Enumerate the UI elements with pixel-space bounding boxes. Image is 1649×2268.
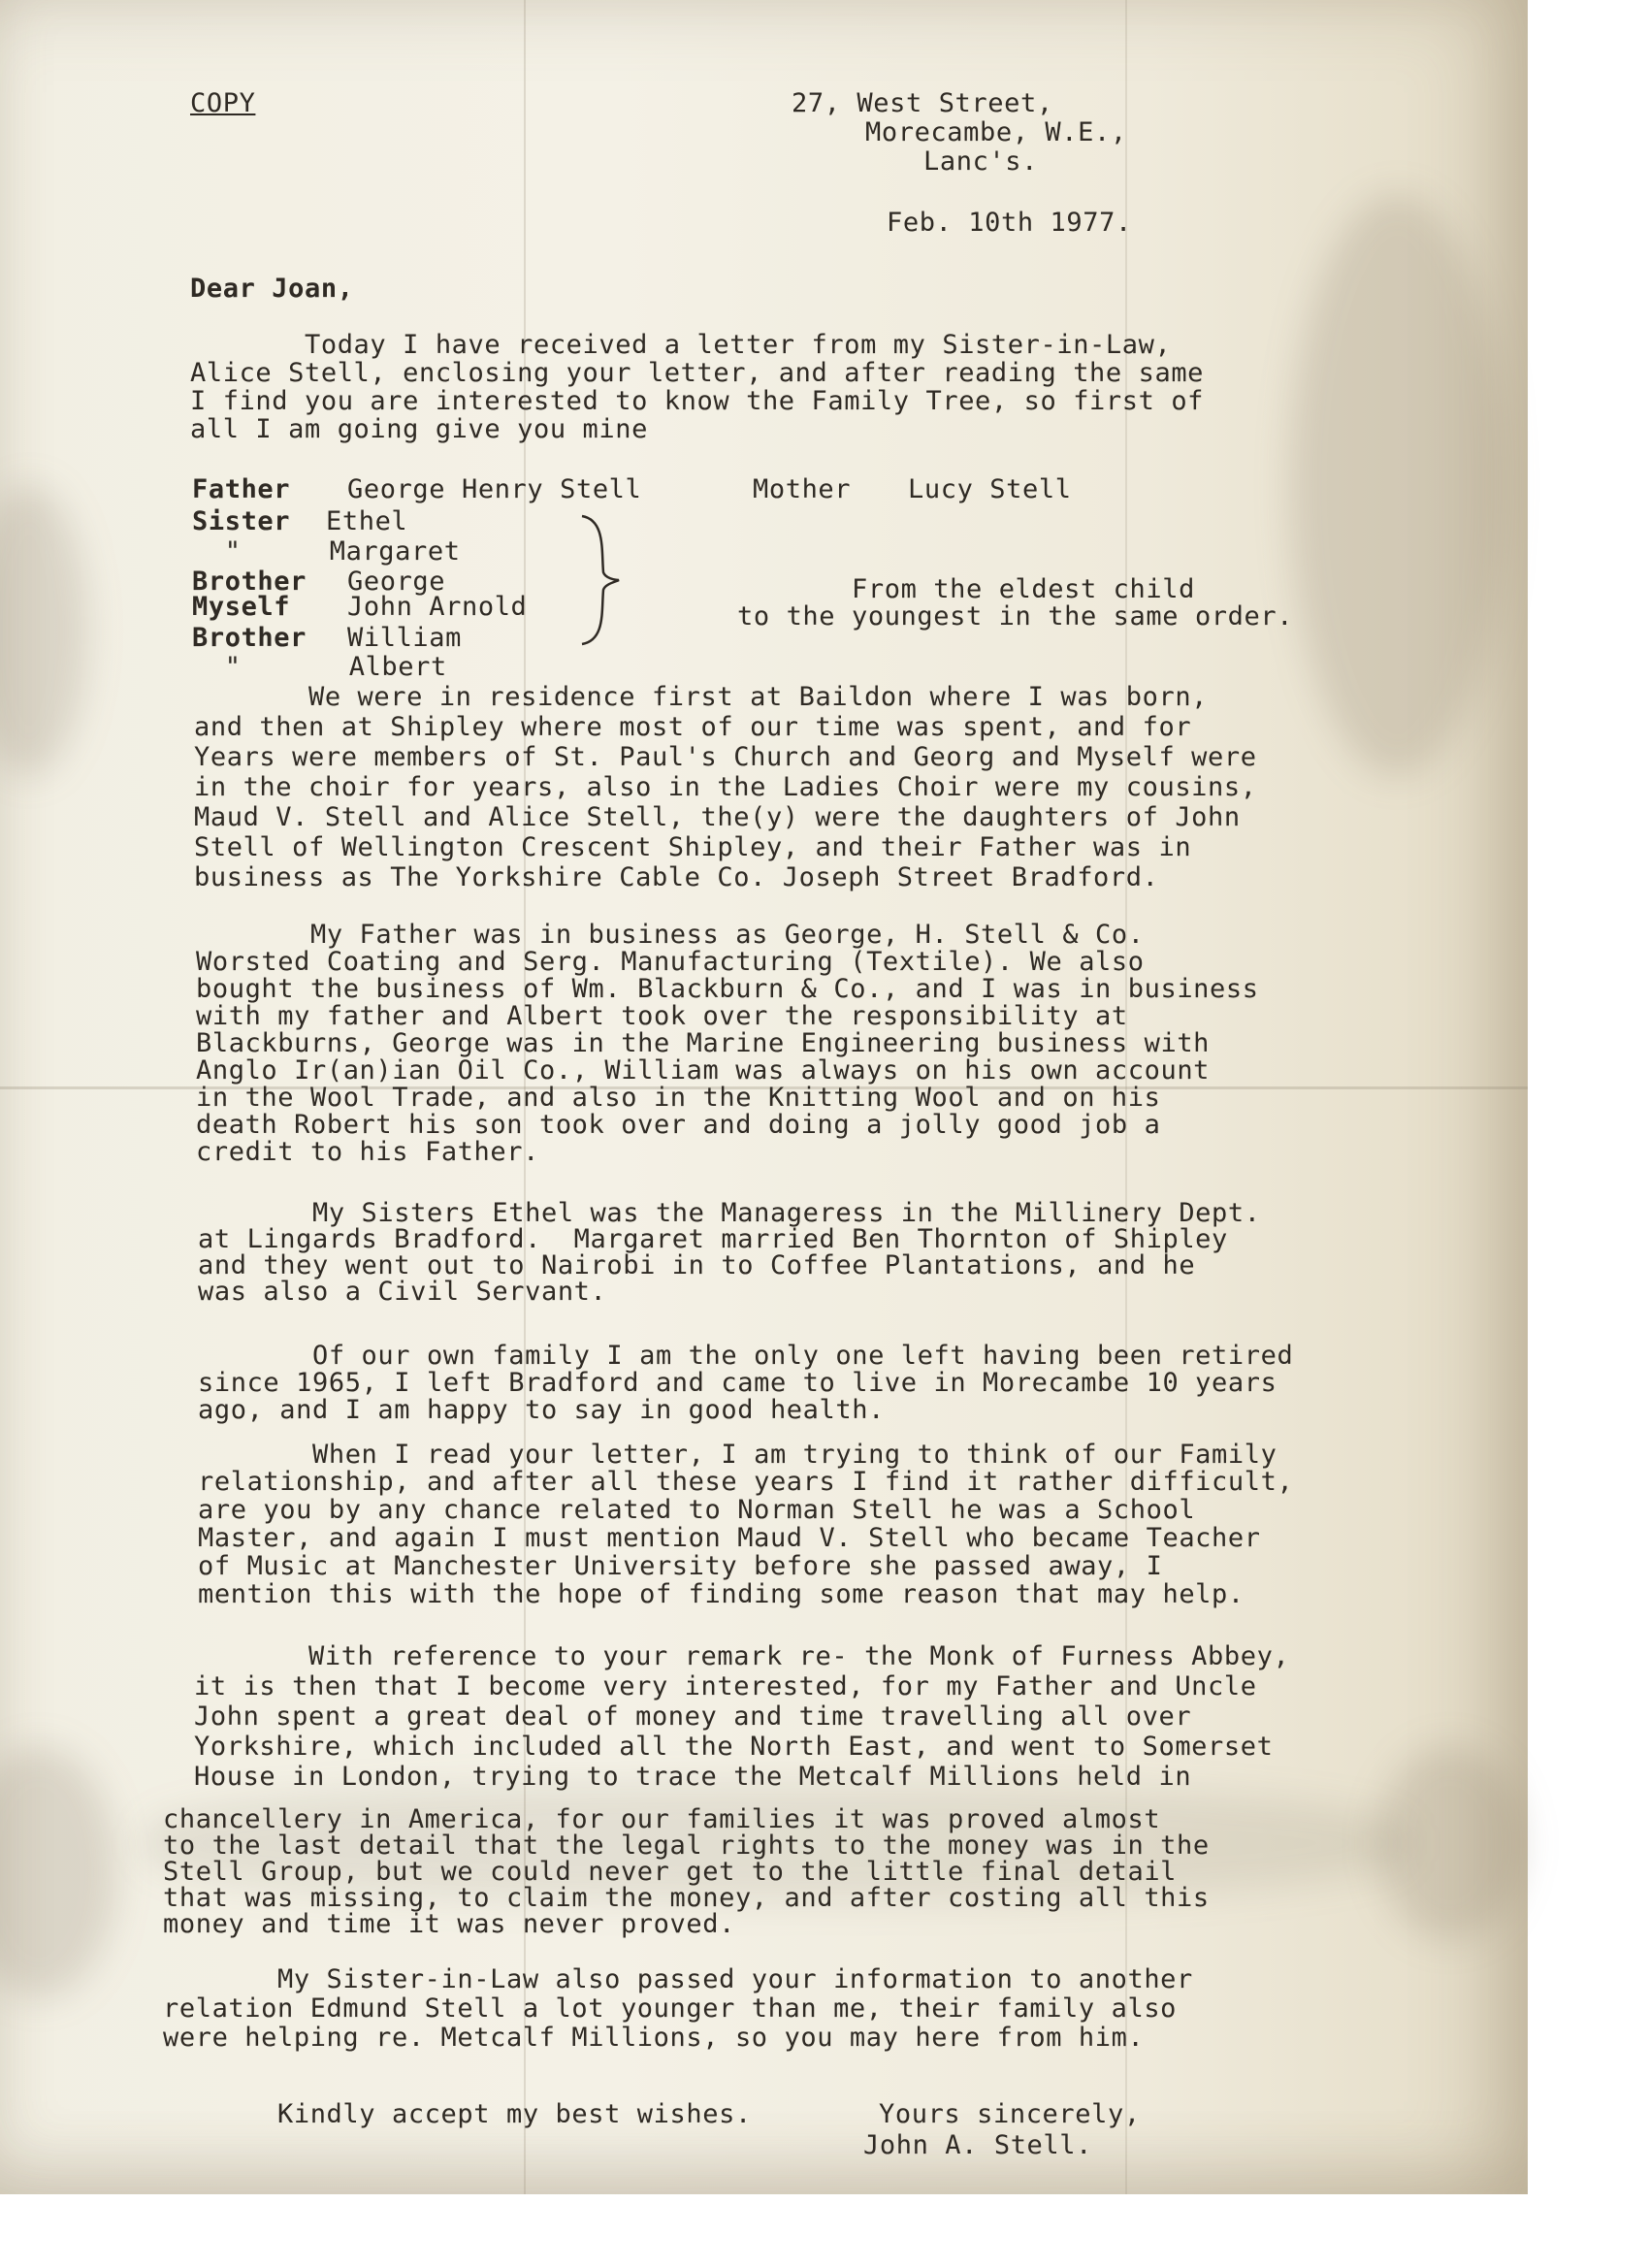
text-line: Master, and again I must mention Maud V. Stell who became Teacher	[198, 1523, 1261, 1553]
text-line: and they went out to Nairobi in to Coffee Plantations, and he	[198, 1250, 1196, 1280]
text-line: and then at Shipley where most of our time was spent, and for	[194, 712, 1192, 742]
letter-date: Feb. 10th 1977.	[887, 208, 1132, 238]
text-line: relationship, and after all these years I find it rather difficult,	[198, 1467, 1294, 1497]
text-line: Blackburns, George was in the Marine Engineering business with	[196, 1028, 1211, 1058]
family-relation: Myself	[192, 592, 291, 622]
text-line: mention this with the hope of finding some reason that may help.	[198, 1579, 1245, 1609]
text-line: were helping re. Metcalf Millions, so you may here from him.	[163, 2023, 1145, 2053]
copy-label: COPY	[190, 88, 256, 118]
text-line: all I am going give you mine	[190, 414, 648, 444]
text-line: Worsted Coating and Serg. Manufacturing (Textile). We also	[196, 947, 1145, 977]
family-note-line-2: to the youngest in the same order.	[737, 601, 1294, 632]
text-line: since 1965, I left Bradford and came to live in Morecambe 10 years	[198, 1368, 1277, 1398]
text-line: relation Edmund Stell a lot younger than me, their family also	[163, 1993, 1178, 2024]
text-line: are you by any chance related to Norman Stell he was a School	[198, 1495, 1196, 1525]
text-line: When I read your letter, I am trying to think of our Family	[198, 1440, 1277, 1470]
family-note-line-1: From the eldest child	[852, 574, 1195, 604]
text-line: Anglo Ir(an)ian Oil Co., William was always on his own account	[196, 1055, 1211, 1085]
text-line: business as The Yorkshire Cable Co. Joseph Street Bradford.	[194, 862, 1159, 892]
family-member: William	[347, 623, 462, 653]
text-line: with my father and Albert took over the responsibility at	[196, 1001, 1128, 1031]
family-relation: "	[192, 536, 242, 567]
text-line: Stell Group, but we could never get to the little final detail	[163, 1857, 1178, 1887]
family-relation: Brother	[192, 567, 307, 597]
address-line-3: Lanc's.	[923, 146, 1038, 177]
text-line: Of our own family I am the only one left having been retired	[198, 1341, 1294, 1371]
closing-line: Kindly accept my best wishes.	[163, 2099, 752, 2129]
text-line: My Sisters Ethel was the Manageress in the Millinery Dept.	[198, 1198, 1261, 1228]
text-line: Alice Stell, enclosing your letter, and after reading the same	[190, 358, 1205, 388]
family-member: Ethel	[326, 506, 408, 536]
text-line: death Robert his son took over and doing a jolly good job a	[196, 1110, 1161, 1140]
father-label: Father	[192, 474, 291, 504]
stain-left-middle	[0, 1746, 116, 1998]
sign-off: Yours sincerely,	[879, 2099, 1141, 2129]
address-line-1: 27, West Street,	[792, 88, 1053, 118]
text-line: bought the business of Wm. Blackburn & Co., and I was in business	[196, 974, 1259, 1004]
address-line-2: Morecambe, W.E.,	[865, 117, 1127, 147]
text-line: John spent a great deal of money and time travelling all over	[194, 1701, 1192, 1732]
text-line: it is then that I become very interested, for my Father and Uncle	[194, 1671, 1257, 1701]
text-line: My Sister-in-Law also passed your information to another	[163, 1964, 1193, 1994]
mother-label: Mother	[753, 474, 852, 504]
family-member: Albert	[316, 652, 447, 682]
text-line: to the last detail that the legal rights to the money was in the	[163, 1831, 1210, 1861]
text-line: I find you are interested to know the Family Tree, so first of	[190, 386, 1205, 416]
text-line: With reference to your remark re- the Monk of Furness Abbey,	[194, 1641, 1290, 1671]
text-line: Stell of Wellington Crescent Shipley, and their Father was in	[194, 832, 1192, 862]
text-line: that was missing, to claim the money, and after costing all this	[163, 1883, 1210, 1913]
family-relation: Brother	[192, 623, 307, 653]
signature: John A. Stell.	[863, 2130, 1092, 2160]
text-line: Today I have received a letter from my Sister-in-Law,	[190, 330, 1172, 360]
text-line: Maud V. Stell and Alice Stell, the(y) were the daughters of John	[194, 802, 1241, 832]
text-line: was also a Civil Servant.	[198, 1277, 607, 1307]
text-line: ago, and I am happy to say in good health.	[198, 1395, 885, 1425]
text-line: House in London, trying to trace the Metcalf Millions held in	[194, 1762, 1192, 1792]
text-line: Yorkshire, which included all the North East, and went to Somerset	[194, 1732, 1274, 1762]
family-relation: Sister	[192, 506, 291, 536]
stain-top-right	[1290, 194, 1504, 776]
text-line: in the choir for years, also in the Ladies Choir were my cousins,	[194, 772, 1257, 802]
text-line: of Music at Manchester University before she passed away, I	[198, 1551, 1163, 1581]
family-member: George	[347, 567, 446, 597]
text-line: money and time it was never proved.	[163, 1909, 735, 1939]
text-line: credit to his Father.	[196, 1137, 539, 1167]
family-member: Margaret	[297, 536, 461, 567]
text-line: Years were members of St. Paul's Church and Georg and Myself were	[194, 742, 1257, 772]
text-line: in the Wool Trade, and also in the Knitting Wool and on his	[196, 1083, 1161, 1113]
family-relation: "	[192, 652, 242, 682]
stain-left-top	[0, 485, 87, 776]
brace-mark	[576, 512, 625, 648]
father-name: George Henry Stell	[347, 474, 642, 504]
family-member: John Arnold	[347, 592, 528, 622]
text-line: at Lingards Bradford. Margaret married Ben Thornton of Shipley	[198, 1224, 1228, 1254]
text-line: We were in residence first at Baildon where I was born,	[194, 682, 1209, 712]
mother-name: Lucy Stell	[908, 474, 1072, 504]
text-line: chancellery in America, for our families it was proved almost	[163, 1804, 1161, 1834]
salutation: Dear Joan,	[190, 274, 354, 304]
text-line: My Father was in business as George, H. Stell & Co.	[196, 920, 1145, 950]
